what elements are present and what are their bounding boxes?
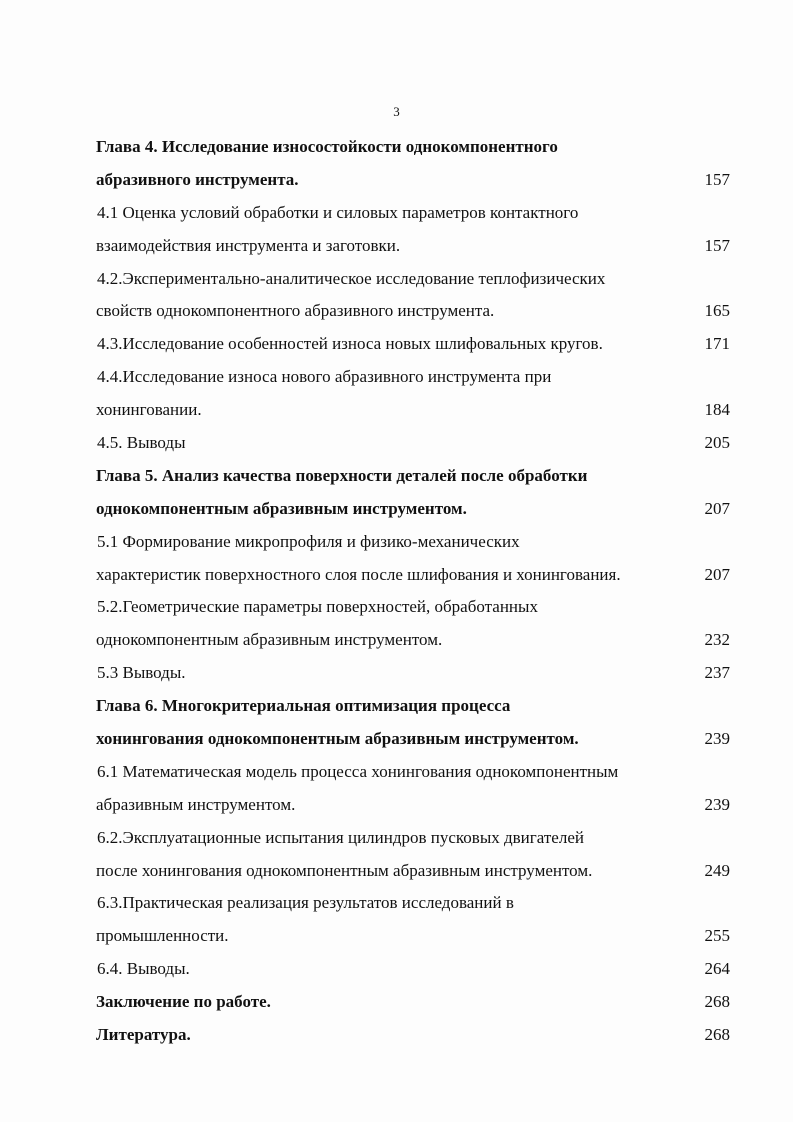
toc-entry: [96, 822, 730, 855]
toc-entry-text: абразивного инструмента.: [96, 169, 299, 189]
toc-entry: [96, 427, 730, 460]
toc-entry-text: Глава 4. Исследование износостойкости однокомпонентного: [96, 137, 558, 156]
toc-entry-text: 4.1 Оценка условий обработки и силовых параметров контактного: [97, 202, 579, 222]
toc-entry: [96, 953, 730, 986]
toc-entry-text: после хонингования однокомпонентным абразивным инструментом.: [96, 860, 593, 880]
toc-entry: [96, 756, 730, 789]
toc-entry-text: однокомпонентным абразивным инструментом.: [96, 498, 467, 518]
toc-entry-text: 4.5. Выводы: [97, 433, 186, 453]
toc-entry-text: 6.3.Практическая реализация результатов исследований в: [97, 893, 514, 913]
toc-entry-text: 4.3.Исследование особенностей износа новых шлифовальных кругов.: [97, 334, 603, 354]
toc-entry-page: 237: [704, 663, 730, 683]
toc-entry-text: однокомпонентным абразивным инструментом.: [96, 630, 443, 650]
toc-entry: [96, 328, 730, 361]
toc-entry: [96, 624, 730, 657]
toc-entry-text: промышленности.: [96, 926, 229, 946]
toc-entry-text: абразивным инструментом.: [96, 794, 296, 814]
toc-entry: [96, 920, 730, 953]
toc-entry: [96, 690, 730, 723]
toc-entry-text: Глава 5. Анализ качества поверхности деталей после обработки: [96, 465, 588, 485]
toc-entry-page: 207: [704, 564, 730, 584]
toc-entry-page: 268: [704, 992, 730, 1012]
toc-entry-text: свойств однокомпонентного абразивного инструмента.: [96, 301, 495, 321]
toc-entry-text: 6.4. Выводы.: [97, 959, 190, 979]
toc-entry-page: 205: [704, 433, 730, 453]
toc-entry-page: 184: [704, 400, 730, 420]
toc-entry-page: 255: [704, 926, 730, 946]
toc-entry-text: 5.2.Геометрические параметры поверхностей, обработанных: [97, 597, 538, 617]
toc-entry: [96, 559, 730, 592]
toc-entry: [96, 657, 730, 690]
toc-entry-page: 171: [704, 334, 730, 354]
toc-entry: [96, 526, 730, 559]
toc-entry-text: 4.2.Экспериментально-аналитическое исследование теплофизических: [97, 268, 606, 288]
toc-entry: [96, 493, 730, 526]
toc-entry-page: 232: [704, 630, 730, 650]
toc-entry: [96, 460, 730, 493]
toc-entry-text: 5.1 Формирование микропрофиля и физико-механических: [97, 531, 520, 551]
toc-entry-page: 239: [704, 729, 730, 749]
toc-entry: [96, 789, 730, 822]
toc-entry: [96, 887, 730, 920]
toc-entry: [96, 986, 730, 1019]
toc-entry-text: взаимодействия инструмента и заготовки.: [96, 235, 401, 255]
toc-entry: [96, 197, 730, 230]
toc-entry: [96, 263, 730, 296]
toc-entry-text: Литература.: [96, 1025, 191, 1045]
toc-entry: [96, 295, 730, 328]
toc-entry: [96, 394, 730, 427]
toc-entry-text: 5.3 Выводы.: [97, 663, 186, 683]
toc-entry-text: 4.4.Исследование износа нового абразивного инструмента при: [97, 367, 552, 387]
toc-entry-page: 268: [704, 1025, 730, 1045]
toc-entry: [96, 230, 730, 263]
toc-entry: [96, 723, 730, 756]
toc-entry: [96, 164, 730, 197]
toc-entry: [96, 855, 730, 888]
toc-entry-text: хонинговании.: [96, 400, 202, 420]
toc-entry: [96, 591, 730, 624]
toc-entry-text: характеристик поверхностного слоя после шлифования и хонингования.: [96, 564, 621, 584]
toc-entry-text: 6.1 Математическая модель процесса хонингования однокомпонентным: [97, 761, 619, 781]
toc-entry-text: 6.2.Эксплуатационные испытания цилиндров пусковых двигателей: [97, 827, 584, 847]
toc-entry-text: Заключение по работе.: [96, 992, 271, 1012]
toc-entry: [96, 1019, 730, 1052]
toc-entry-page: 157: [704, 169, 730, 189]
toc-entry: [96, 131, 730, 164]
toc-entry-text: Глава 6. Многокритериальная оптимизация процесса: [96, 696, 511, 716]
toc-entry-text: хонингования однокомпонентным абразивным инструментом.: [96, 729, 579, 749]
toc-entry-page: 157: [704, 235, 730, 255]
page-number: 3: [393, 104, 400, 119]
toc-entry-page: 165: [704, 301, 730, 321]
toc-entry-page: 264: [704, 959, 730, 979]
table-of-contents: [96, 131, 730, 1052]
toc-entry-page: 207: [704, 498, 730, 518]
toc-entry: [96, 361, 730, 394]
toc-entry-page: 249: [704, 860, 730, 880]
toc-entry-page: 239: [704, 794, 730, 814]
